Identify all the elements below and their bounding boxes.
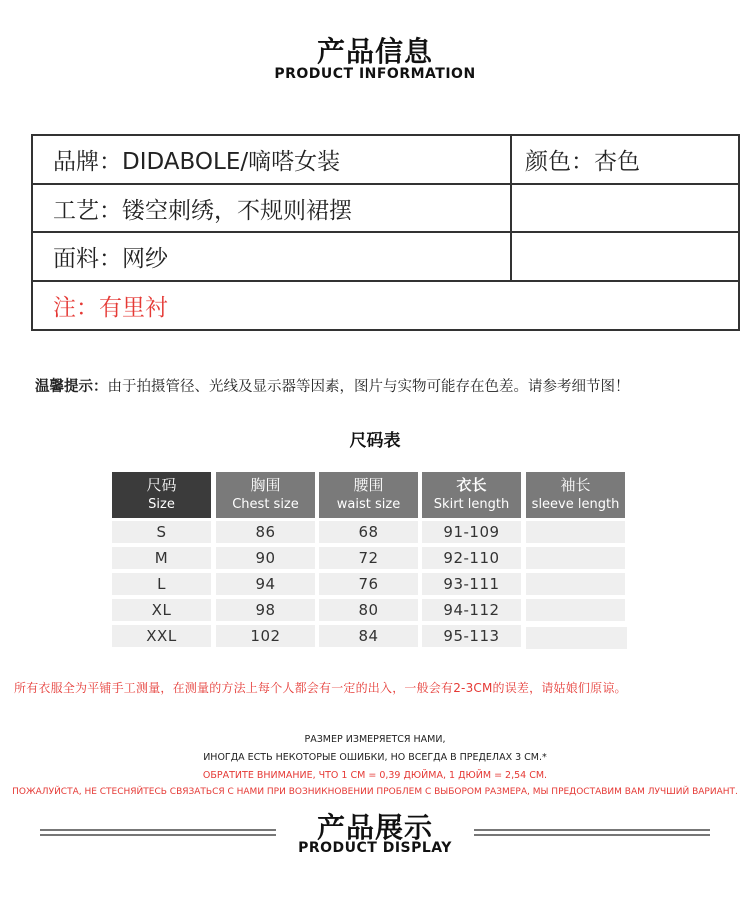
measurement-note: 所有衣服全为平铺手工测量，在测量的方法上每个人都会有一定的出入，一般会有2-3CM的误差，请姑娘们原谅。	[14, 681, 627, 695]
header-en: Skirt length	[433, 497, 510, 512]
chest-cell: 102	[216, 625, 315, 647]
size-cell: M	[112, 547, 211, 569]
waist-cell: 72	[319, 547, 418, 569]
size-cell: L	[112, 573, 211, 595]
size-header-size	[112, 472, 211, 518]
color-cell: 颜色：杏色	[510, 136, 738, 183]
header-en: sleeve length	[531, 497, 620, 512]
size-cell: XL	[112, 599, 211, 621]
info-row-craft	[33, 185, 738, 233]
display-title-en: PRODUCT DISPLAY	[298, 840, 452, 856]
waist-cell: 84	[319, 625, 418, 647]
sleeve-cell	[526, 547, 625, 569]
length-cell: 92-110	[422, 547, 521, 569]
size-header-sleeve	[526, 472, 625, 518]
notice-text: 由于拍摄管径、光线及显示器等因素，图片与实物可能存在色差。请参考细节图！	[107, 379, 630, 395]
size-cell: XXL	[112, 625, 211, 647]
info-row-brand	[33, 136, 738, 185]
craft-cell: 工艺：镂空刺绣，不规则裙摆	[53, 197, 352, 224]
notice-label: 温馨提示：	[35, 379, 108, 395]
waist-cell: 80	[319, 599, 418, 621]
length-cell: 94-112	[422, 599, 521, 621]
size-header-chest	[216, 472, 315, 518]
size-cell: S	[112, 521, 211, 543]
display-title-cn: 产品展示	[316, 811, 433, 844]
waist-cell: 76	[319, 573, 418, 595]
header-cn: 腰围	[353, 476, 384, 494]
header-cn: 衣长	[456, 476, 487, 494]
header-en: Size	[148, 497, 175, 512]
color-difference-notice	[35, 375, 630, 396]
length-cell: 95-113	[422, 625, 521, 647]
empty-cell	[510, 233, 738, 280]
header-cn: 袖长	[560, 476, 591, 494]
ru-note-4: ПОЖАЛУЙСТА, НЕ СТЕСНЯЙТЕСЬ СВЯЗАТЬСЯ С НАМИ ПРИ ВОЗНИКНОВЕНИИ ПРОБЛЕМ С ВЫБОРОМ РАЗМЕРА, МЫ ПРЕДОСТАВИМ ВАМ ЛУЧШИЙ ВАРИАНТ.	[12, 787, 738, 797]
info-row-note	[33, 282, 738, 329]
ru-note-2: ИНОГДА ЕСТЬ НЕКОТОРЫЕ ОШИБКИ, НО ВСЕГДА В ПРЕДЕЛАХ 3 СМ.*	[203, 752, 547, 763]
waist-cell: 68	[319, 521, 418, 543]
ru-note-1: РАЗМЕР ИЗМЕРЯЕТСЯ НАМИ,	[304, 734, 446, 745]
product-info-table	[31, 134, 740, 331]
chest-cell: 98	[216, 599, 315, 621]
sleeve-cell	[526, 521, 625, 543]
sleeve-cell	[526, 573, 625, 595]
sleeve-cell	[526, 627, 627, 649]
fabric-cell: 面料：网纱	[53, 246, 168, 272]
section-title-cn: 产品信息	[316, 35, 433, 68]
empty-cell	[510, 185, 738, 231]
chest-cell: 90	[216, 547, 315, 569]
size-header-length	[422, 472, 521, 518]
header-en: Chest size	[232, 497, 299, 512]
size-chart-title: 尺码表	[349, 431, 401, 451]
brand-cell: 品牌：DIDABOLE/嘀嗒女装	[53, 149, 341, 175]
chest-cell: 94	[216, 573, 315, 595]
section-title-en: PRODUCT INFORMATION	[274, 66, 476, 82]
size-header-waist	[319, 472, 418, 518]
info-row-fabric	[33, 233, 738, 282]
length-cell: 93-111	[422, 573, 521, 595]
sleeve-cell	[526, 599, 625, 621]
header-cn: 尺码	[146, 476, 177, 494]
lining-note: 注：有里衬	[53, 295, 168, 321]
chest-cell: 86	[216, 521, 315, 543]
ru-note-3: ОБРАТИТЕ ВНИМАНИЕ, ЧТО 1 СМ = 0,39 ДЮЙМА, 1 ДЮЙМ = 2,54 СМ.	[202, 770, 548, 781]
length-cell: 91-109	[422, 521, 521, 543]
header-en: waist size	[336, 497, 401, 512]
header-cn: 胸围	[250, 476, 281, 494]
